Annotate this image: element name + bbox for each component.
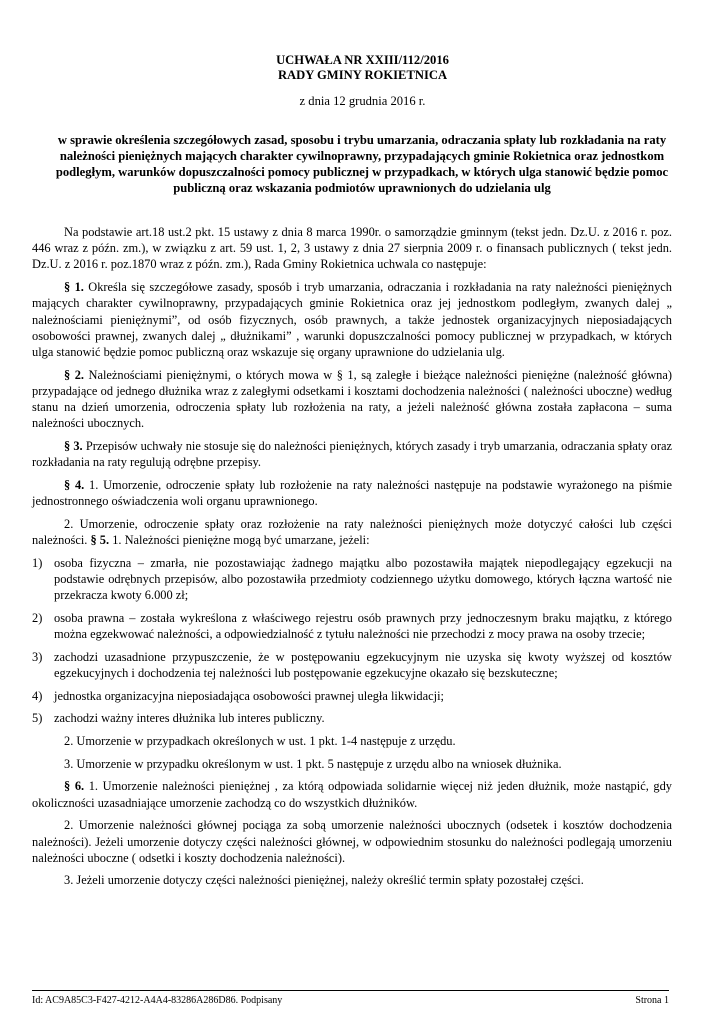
list-item-text: osoba prawna – została wykreślona z właściwego rejestru osób prawnych przy jednoczesnym braku majątku, z którego można egzekwować należności, a odpowiedzialność z tytułu należności nie przechodzi z mocy prawa na osoby trzecie; (54, 610, 672, 641)
council-name: RADY GMINY ROKIETNICA (277, 68, 448, 82)
paragraph-4 (32, 477, 672, 509)
paragraph-3-text: Przepisów uchwały nie stosuje się do należności pieniężnych, których zasady i tryb umarzania, odraczania spłaty oraz rozkładania na raty regulują odrębne przepisy. (32, 438, 672, 470)
paragraph-6-mark: § 6. (64, 779, 85, 794)
paragraph-4-mark: § 4. (64, 477, 85, 492)
resolution-number: UCHWAŁA NR XXIII/112/2016 (276, 53, 449, 67)
resolution-date: z dnia 12 grudnia 2016 r. (299, 94, 426, 108)
paragraph-3 (32, 438, 672, 470)
paragraph-6 (32, 778, 672, 810)
paragraph-6-point-3: 3. Jeżeli umorzenie dotyczy części należności pieniężnej, należy określić termin spłaty pozostałej części. (64, 873, 584, 888)
list-item-number: 2) (32, 610, 43, 625)
page-number: Strona 1 (635, 995, 669, 1006)
list-item-number: 4) (32, 688, 43, 703)
paragraph-2-mark: § 2. (64, 367, 84, 382)
page-footer (32, 990, 669, 1006)
resolution-body (32, 224, 672, 895)
paragraph-5-point-2: 2. Umorzenie w przypadkach określonych w ust. 1 pkt. 1-4 następuje z urzędu. (64, 733, 456, 748)
list-item-text: osoba fizyczna – zmarła, nie pozostawiając żadnego majątku albo pozostawiła majątek niepodlegający egzekucji na podstawie odrębnych przepisów, albo pozostawiła przedmioty codziennego użytku domowego, których łączna wartość nie przekracza kwoty 6.000 zł; (54, 555, 672, 603)
preamble: Na podstawie art.18 ust.2 pkt. 15 ustawy z dnia 8 marca 1990r. o samorządzie gminnym (tekst jedn. Dz.U. z 2016 r. poz. 446 wraz z późn. zm.), w związku z art. 59 ust. 1, 2, 3 ustawy z dnia 27 sierpnia 2009 r. o finansach publicznych ( tekst jedn. Dz.U. z 2016 r. poz.1870 wraz z późn. zm.), Rada Gminy Rokietnica uchwala co następuje: (32, 225, 672, 272)
list-item-text: jednostka organizacyjna nieposiadająca osobowości prawnej uległa likwidacji; (54, 688, 444, 703)
paragraph-5-mark: § 5. (90, 532, 110, 547)
paragraph-3-mark: § 3. (64, 438, 83, 453)
resolution-header (0, 53, 725, 83)
paragraph-1-mark: § 1. (64, 280, 84, 295)
paragraph-1-text: Określa się szczegółowe zasady, sposób i tryb umarzania, odraczania i rozkładania na raty należności pieniężnych mających charakter cywilnoprawny, przypadających gminie Rokietnica oraz jej jednostkom podległym, zwanych dalej „ należnościami pieniężnymi”, od osób fizycznych, osób prawnych, a także jednostek organizacyjnych nieposiadających osobowości prawnej, zwanych dalej „ dłużnikami” , warunki dopuszczalności pomocy publicznej w przypadkach, w których ulga stanowić będzie pomoc publiczną oraz wskazuje się organy uprawnione do udzielania ulg. (32, 280, 672, 359)
list-item (32, 555, 672, 604)
list-item-number: 5) (32, 711, 43, 726)
paragraph-4-point-2 (32, 516, 672, 548)
document-id: Id: AC9A85C3-F427-4212-A4A4-83286A286D86. Podpisany (32, 995, 283, 1006)
paragraph-5-point-3: 3. Umorzenie w przypadku określonym w ust. 1 pkt. 5 następuje z urzędu albo na wniosek dłużnika. (64, 756, 562, 771)
paragraph-6-point-2: 2. Umorzenie należności głównej pociąga za sobą umorzenie należności ubocznych (odsetek i kosztów dochodzenia należności). Jeżeli umorzenie dotyczy części należności głównej, w odpowiednim stosunku do należności podlegają umorzeniu należności uboczne ( odsetki i koszty dochodzenia należności). (32, 818, 672, 865)
resolution-subject: w sprawie określenia szczegółowych zasad, sposobu i trybu umarzania, odraczania spłaty lub rozkładania na raty należności pieniężnych mających charakter cywilnoprawny, przypadających gminie Rokietnica oraz jednostkom podległym, warunków dopuszczalności pomocy publicznej w przypadkach, w których ulga stanowić będzie pomoc publiczną oraz wskazania podmiotów uprawnionych do udzielania ulg (55, 133, 669, 195)
paragraph-1 (32, 279, 672, 360)
list-item-text: zachodzi uzasadnione przypuszczenie, że w postępowaniu egzekucyjnym nie uzyska się kwoty wyższej od kosztów egzekucyjnych i dochodzenia tej należności lub postępowanie egzekucyjne okazało się bezskuteczne; (54, 649, 672, 680)
paragraph-5-text: 1. Należności pieniężne mogą być umarzane, jeżeli: (109, 532, 370, 547)
list-item-number: 3) (32, 649, 43, 664)
list-item-number: 1) (32, 555, 43, 570)
list-item (32, 610, 672, 642)
list-item (32, 688, 672, 704)
paragraph-4-text: 1. Umorzenie, odroczenie spłaty lub rozłożenie na raty należności następuje na podstawie wyrażonego na piśmie jednostronnego oświadczenia woli organu uprawnionego. (32, 477, 672, 509)
list-item (32, 649, 672, 681)
paragraph-6-text: 1. Umorzenie należności pieniężnej , za którą odpowiada solidarnie więcej niż jeden dłużnik, może nastąpić, gdy okoliczności uzasadniające umorzenie zachodzą co do wszystkich dłużników. (32, 779, 672, 810)
list-item (32, 710, 672, 726)
paragraph-4-point-2-text: 2. Umorzenie, odroczenie spłaty oraz rozłożenie na raty należności pieniężnych może dotyczyć całości lub części należności. (32, 516, 672, 547)
list-item-text: zachodzi ważny interes dłużnika lub interes publiczny. (54, 711, 325, 726)
paragraph-2-text: Należnościami pieniężnymi, o których mowa w § 1, są zaległe i bieżące należności pieniężne (należność główna) przypadające od jednego dłużnika wraz z zaległymi odsetkami i kosztami dochodzenia należności ( należności uboczne) według stanu na dzień umorzenia, odroczenia spłaty lub rozłożenia na raty, a jeżeli należność główna została zapłacona – suma należności ubocznych. (32, 367, 673, 431)
paragraph-2 (32, 367, 672, 432)
